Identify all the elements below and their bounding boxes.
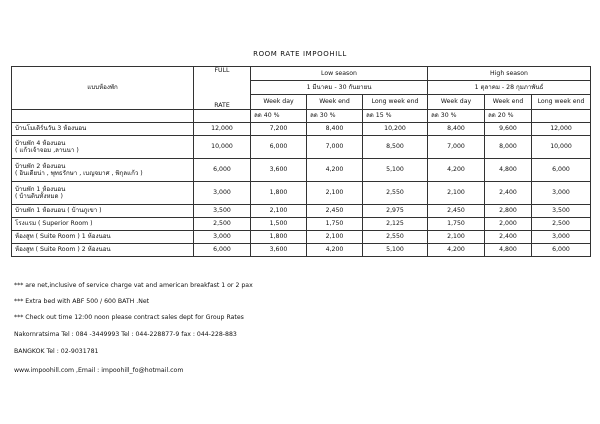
discount-high-long-weekend — [532, 110, 591, 123]
high-season-rate-cell: 6,000 — [532, 159, 591, 182]
room-name-cell — [12, 244, 194, 257]
table-row — [12, 123, 591, 136]
low-season-rate-cell: 2,100 — [307, 182, 363, 205]
room-name-cell — [12, 182, 194, 205]
high-season-rate-cell: 4,200 — [428, 159, 485, 182]
table-row — [12, 205, 591, 218]
room-name-cell — [12, 159, 194, 182]
low-season-rate-cell: 1,750 — [307, 218, 363, 231]
document-title: ROOM RATE IMPOOHILL — [253, 50, 347, 58]
header-full-rate — [194, 67, 251, 110]
room-name-cell — [12, 123, 194, 136]
full-rate-cell: 6,000 — [194, 159, 251, 182]
header-low-season: Low season — [251, 67, 428, 81]
high-season-rate-cell: 2,000 — [485, 218, 532, 231]
note-line: *** Extra bed with ABF 500 / 600 BATH .Net — [14, 298, 150, 305]
low-season-rate-cell: 7,200 — [251, 123, 307, 136]
full-rate-cell: 3,500 — [194, 205, 251, 218]
low-season-rate-cell: 2,975 — [363, 205, 428, 218]
low-season-rate-cell: 2,450 — [307, 205, 363, 218]
low-season-rate-cell: 8,500 — [363, 136, 428, 159]
low-season-rate-cell: 1,800 — [251, 231, 307, 244]
room-name-line: โรงแรม ( Superior Room ) — [15, 220, 93, 228]
full-rate-cell: 3,000 — [194, 182, 251, 205]
table-row — [12, 136, 591, 159]
low-season-rate-cell: 2,100 — [251, 205, 307, 218]
low-season-rate-cell: 1,500 — [251, 218, 307, 231]
low-season-rate-cell: 5,100 — [363, 159, 428, 182]
discount-high-weekend: ลด 20 % — [485, 110, 532, 123]
discount-high-weekday: ลด 30 % — [428, 110, 485, 123]
note-line: *** are net,inclusive of service charge vat and american breakfast 1 or 2 pax — [14, 282, 253, 289]
low-season-rate-cell: 8,400 — [307, 123, 363, 136]
table-row — [12, 231, 591, 244]
low-season-rate-cell: 7,000 — [307, 136, 363, 159]
full-rate-cell: 12,000 — [194, 123, 251, 136]
header-low-weekday: Week day — [251, 95, 307, 110]
high-season-rate-cell: 8,400 — [428, 123, 485, 136]
table-row — [12, 218, 591, 231]
room-name-cell — [12, 231, 194, 244]
room-name-line: บ้านพัก 1 ห้องนอน — [15, 185, 66, 193]
room-name-cell — [12, 205, 194, 218]
header-high-weekend: Week end — [485, 95, 532, 110]
low-season-rate-cell: 4,200 — [307, 244, 363, 257]
room-name-cell — [12, 218, 194, 231]
discount-low-weekday: ลด 40 % — [251, 110, 307, 123]
high-season-rate-cell: 10,000 — [532, 136, 591, 159]
high-season-rate-cell: 1,750 — [428, 218, 485, 231]
high-season-rate-cell: 12,000 — [532, 123, 591, 136]
low-season-rate-cell: 3,600 — [251, 244, 307, 257]
header-rate: RATE — [214, 101, 230, 109]
high-season-rate-cell: 8,000 — [485, 136, 532, 159]
high-season-rate-cell: 2,100 — [428, 231, 485, 244]
high-season-rate-cell: 4,800 — [485, 244, 532, 257]
high-season-rate-cell: 7,000 — [428, 136, 485, 159]
high-season-rate-cell: 2,400 — [485, 231, 532, 244]
header-low-long-weekend: Long week end — [363, 95, 428, 110]
room-name-line: บ้านโมเดิร์นวัน 3 ห้องนอน — [15, 125, 87, 133]
note-line: *** Check out time 12:00 noon please contract sales dept for Group Rates — [14, 314, 244, 321]
low-season-rate-cell: 4,200 — [307, 159, 363, 182]
room-rate-table — [11, 66, 591, 257]
low-season-rate-cell: 2,125 — [363, 218, 428, 231]
discount-spacer — [12, 110, 194, 123]
discount-low-weekend: ลด 30 % — [307, 110, 363, 123]
discount-spacer — [194, 110, 251, 123]
table-row — [12, 159, 591, 182]
discount-low-long-weekend: ลด 15 % — [363, 110, 428, 123]
high-season-rate-cell: 2,450 — [428, 205, 485, 218]
full-rate-cell: 10,000 — [194, 136, 251, 159]
low-season-rate-cell: 10,200 — [363, 123, 428, 136]
high-season-rate-cell: 3,000 — [532, 182, 591, 205]
low-season-rate-cell: 6,000 — [251, 136, 307, 159]
header-high-weekday: Week day — [428, 95, 485, 110]
header-high-dates: 1 ตุลาคม - 28 กุมภาพันธ์ — [428, 81, 591, 95]
room-name-line: บ้านพัก 1 ห้องนอน ( บ้านภูเขา ) — [15, 207, 102, 215]
high-season-rate-cell: 6,000 — [532, 244, 591, 257]
header-low-weekend: Week end — [307, 95, 363, 110]
full-rate-cell: 2,500 — [194, 218, 251, 231]
room-name-line: ( บ้านดินทั้งหมด ) — [15, 193, 63, 200]
table-row — [12, 182, 591, 205]
high-season-rate-cell: 3,000 — [532, 231, 591, 244]
low-season-rate-cell: 2,100 — [307, 231, 363, 244]
header-high-season: High season — [428, 67, 591, 81]
low-season-rate-cell: 3,600 — [251, 159, 307, 182]
high-season-rate-cell: 4,200 — [428, 244, 485, 257]
high-season-rate-cell: 2,500 — [532, 218, 591, 231]
table-row — [12, 244, 591, 257]
high-season-rate-cell: 2,100 — [428, 182, 485, 205]
note-line: www.impoohill.com ,Email : impoohill_fo@hotmail.com — [14, 367, 184, 374]
room-name-line: บ้านพัก 2 ห้องนอน — [15, 162, 66, 170]
header-room-type: แบบห้องพัก — [12, 67, 194, 110]
high-season-rate-cell: 2,800 — [485, 205, 532, 218]
room-name-line: ห้องสูท ( Suite Room ) 1 ห้องนอน — [15, 233, 111, 241]
header-high-long-weekend: Long week end — [532, 95, 591, 110]
high-season-rate-cell: 4,800 — [485, 159, 532, 182]
high-season-rate-cell: 2,400 — [485, 182, 532, 205]
note-line: BANGKOK Tel : 02-9031781 — [14, 348, 99, 355]
header-low-dates: 1 มีนาคม - 30 กันยายน — [251, 81, 428, 95]
note-line: Nakornratsima Tel : 084 -3449993 Tel : 044-228877-9 fax : 044-228-883 — [14, 331, 237, 338]
low-season-rate-cell: 2,550 — [363, 231, 428, 244]
high-season-rate-cell: 3,500 — [532, 205, 591, 218]
room-name-line: ( อินเดียน่า , พุทธรักษา , เบญจมาศ , พิกุลแก้ว ) — [15, 170, 143, 177]
room-name-line: ห้องสูท ( Suite Room ) 2 ห้องนอน — [15, 246, 111, 254]
room-name-line: ( แก้วเจ้าจอม ,ลานนา ) — [15, 147, 79, 154]
room-name-cell — [12, 136, 194, 159]
low-season-rate-cell: 1,800 — [251, 182, 307, 205]
full-rate-cell: 6,000 — [194, 244, 251, 257]
low-season-rate-cell: 5,100 — [363, 244, 428, 257]
full-rate-cell: 3,000 — [194, 231, 251, 244]
high-season-rate-cell: 9,600 — [485, 123, 532, 136]
room-name-line: บ้านพัก 4 ห้องนอน — [15, 139, 66, 147]
low-season-rate-cell: 2,550 — [363, 182, 428, 205]
header-full: FULL — [214, 67, 230, 74]
